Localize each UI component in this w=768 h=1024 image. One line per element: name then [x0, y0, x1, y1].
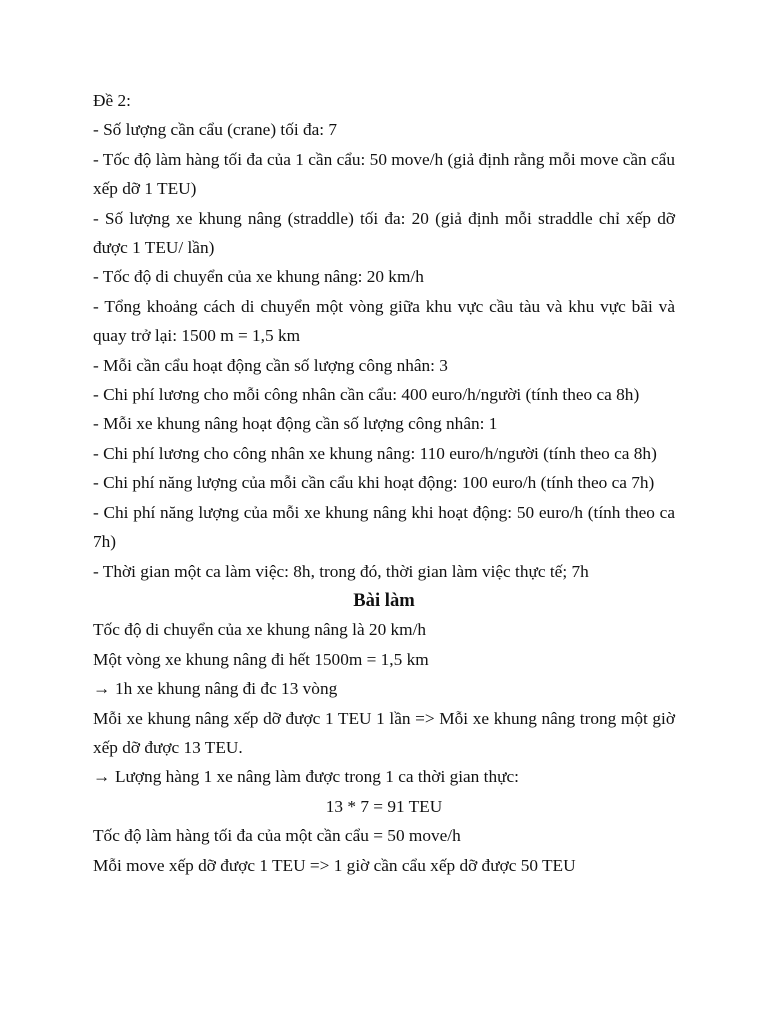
problem-item-crane-energy: - Chi phí năng lượng của mỗi cần cẩu khi hoạt động: 100 euro/h (tính theo ca 7h)	[93, 473, 655, 493]
solution-line-crane-teu: Mỗi move xếp dỡ được 1 TEU => 1 giờ cần cẩu xếp dỡ được 50 TEU	[93, 855, 576, 875]
problem-item-crane-wage: - Chi phí lương cho mỗi công nhân cần cẩu: 400 euro/h/người (tính theo ca 8h)	[93, 385, 640, 405]
problem-title: Đề 2:	[93, 91, 131, 110]
problem-item-straddle-workers: - Mỗi xe khung nâng hoạt động cần số lượng công nhân: 1	[93, 414, 498, 434]
problem-item-shift-time: - Thời gian một ca làm việc: 8h, trong đó, thời gian làm việc thực tế; 7h	[93, 561, 589, 581]
arrow-right-icon: →	[93, 767, 111, 787]
problem-item-round-trip-distance: - Tổng khoảng cách di chuyển một vòng giữa khu vực cầu tàu và khu vực bãi và quay trở lại: 1500 m = 1,5 km	[93, 296, 675, 346]
arrow-right-icon: →	[93, 679, 111, 699]
solution-line-crane-speed: Tốc độ làm hàng tối đa của một cần cẩu = 50 move/h	[93, 826, 461, 846]
problem-item-straddle-speed: - Tốc độ di chuyển của xe khung nâng: 20 km/h	[93, 267, 424, 287]
solution-line-straddle-speed: Tốc độ di chuyển của xe khung nâng là 20 km/h	[93, 620, 427, 640]
solution-line-trips-text: 1h xe khung nâng đi đc 13 vòng	[115, 679, 338, 699]
problem-item-straddle-wage: - Chi phí lương cho công nhân xe khung nâng: 110 euro/h/người (tính theo ca 8h)	[93, 443, 657, 463]
problem-item-crane-speed: - Tốc độ làm hàng tối đa của 1 cần cẩu: 50 move/h (giả định rằng mỗi move cần cẩu xếp dỡ 1 TEU)	[93, 149, 675, 199]
problem-item-straddle-energy: - Chi phí năng lượng của mỗi xe khung nâng khi hoạt động: 50 euro/h (tính theo ca 7h)	[93, 502, 675, 552]
solution-line-round-trip: Một vòng xe khung nâng đi hết 1500m = 1,5 km	[93, 649, 429, 669]
solution-heading: Bài làm	[353, 589, 415, 611]
solution-line-teu-per-hour: Mỗi xe khung nâng xếp dỡ được 1 TEU 1 lần => Mỗi xe khung nâng trong một giờ xếp dỡ được 13 TEU.	[93, 708, 675, 757]
problem-item-max-cranes: - Số lượng cần cẩu (crane) tối đa: 7	[93, 120, 338, 140]
solution-line-trips-per-hour	[93, 674, 675, 703]
solution-line-shift-output-text: Lượng hàng 1 xe nâng làm được trong 1 ca thời gian thực:	[115, 767, 519, 787]
problem-item-crane-workers: - Mỗi cần cẩu hoạt động cần số lượng công nhân: 3	[93, 355, 448, 375]
problem-item-max-straddles: - Số lượng xe khung nâng (straddle) tối đa: 20 (giả định mỗi straddle chỉ xếp dỡ được 1 TEU/ lần)	[93, 208, 675, 258]
document-page	[93, 86, 675, 880]
solution-line-shift-output	[93, 762, 675, 791]
solution-formula: 13 * 7 = 91 TEU	[325, 796, 443, 816]
